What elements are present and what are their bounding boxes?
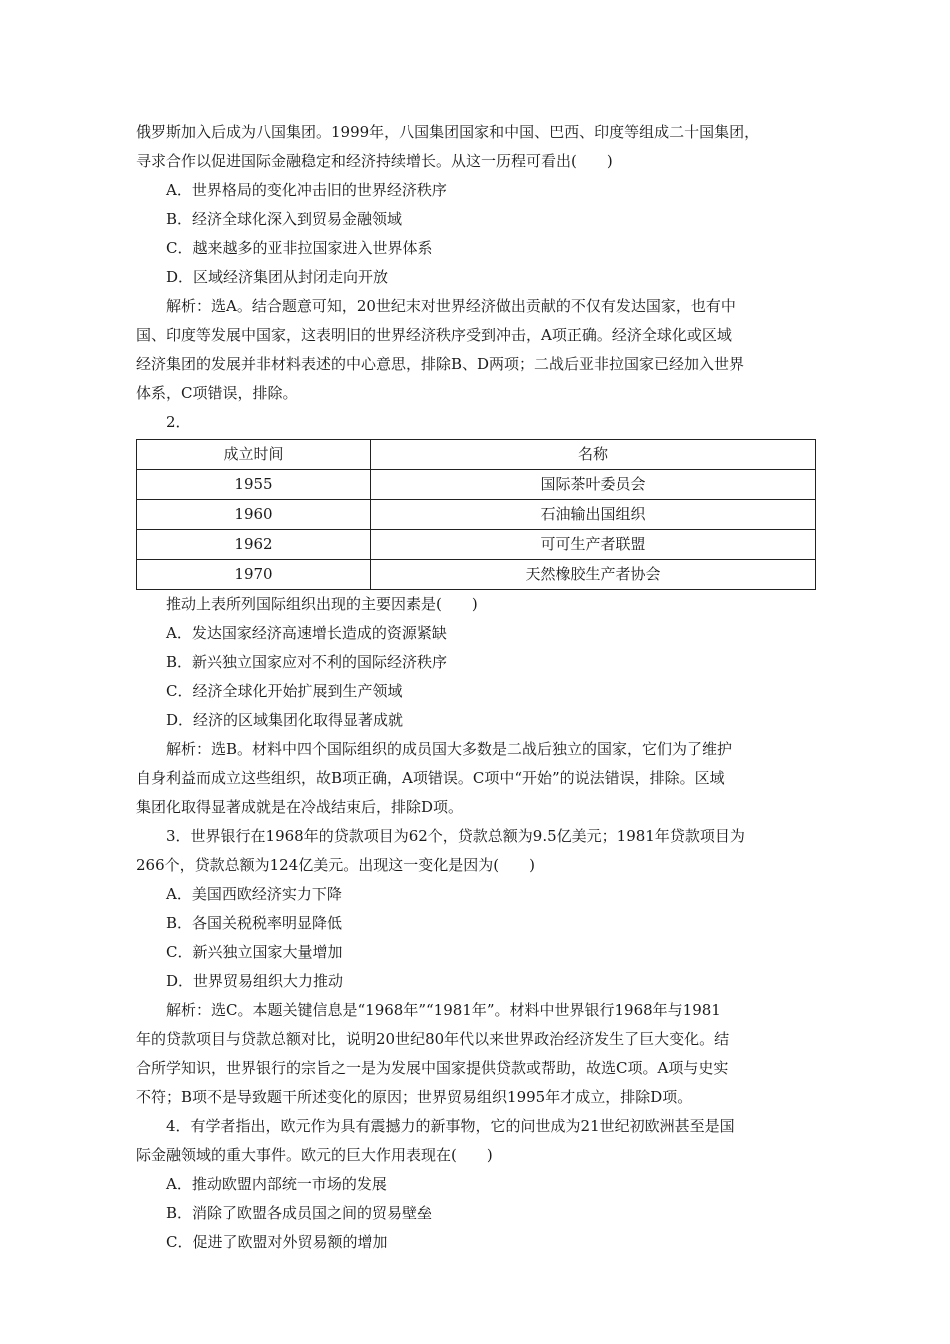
- q2-option-d: D．经济的区域集团化取得显著成就: [166, 711, 404, 729]
- q3-option-a: A．美国西欧经济实力下降: [166, 885, 342, 903]
- table-row: [137, 560, 816, 590]
- q3-analysis-line-4: 不符；B项不是导致题干所述变化的原因；世界贸易组织1995年才成立，排除D项。: [136, 1088, 693, 1106]
- table-row: [137, 500, 816, 530]
- q3-analysis-line-3: 合所学知识，世界银行的宗旨之一是为发展中国家提供贷款或帮助，故选C项。A项与史实: [136, 1059, 729, 1077]
- q3-analysis-line-1: 解析：选C。本题关键信息是“1968年”“1981年”。材料中世界银行1968年与1981: [166, 1001, 721, 1019]
- table-cell-year: 1960: [137, 500, 371, 530]
- organization-table: [136, 439, 816, 590]
- q1-analysis-line-2: 国、印度等发展中国家，这表明旧的世界经济秩序受到冲击，A项正确。经济全球化或区域: [136, 326, 732, 344]
- table-header-name: 名称: [371, 440, 816, 470]
- q4-option-b: B．消除了欧盟各成员国之间的贸易壁垒: [166, 1204, 433, 1222]
- table-row: [137, 470, 816, 500]
- q2-option-c: C．经济全球化开始扩展到生产领域: [166, 682, 403, 700]
- table-cell-year: 1955: [137, 470, 371, 500]
- q4-stem-line-2: 际金融领域的重大事件。欧元的巨大作用表现在( ): [136, 1146, 493, 1164]
- table-cell-year: 1970: [137, 560, 371, 590]
- q2-option-b: B．新兴独立国家应对不利的国际经济秩序: [166, 653, 448, 671]
- q3-stem-line-2: 266个，贷款总额为124亿美元。出现这一变化是因为( ): [136, 856, 535, 874]
- q2-analysis-line-2: 自身利益而成立这些组织，故B项正确，A项错误。C项中“开始”的说法错误，排除。区域: [136, 769, 725, 787]
- q1-analysis-line-1: 解析：选A。结合题意可知，20世纪末对世界经济做出贡献的不仅有发达国家，也有中: [166, 297, 736, 315]
- q1-option-b: B．经济全球化深入到贸易金融领域: [166, 210, 403, 228]
- q1-analysis-line-4: 体系，C项错误，排除。: [136, 384, 298, 402]
- q2-analysis-line-1: 解析：选B。材料中四个国际组织的成员国大多数是二战后独立的国家，它们为了维护: [166, 740, 733, 758]
- table-cell-name: 石油输出国组织: [371, 500, 816, 530]
- q1-option-d: D．区域经济集团从封闭走向开放: [166, 268, 389, 286]
- q2-analysis-line-3: 集团化取得显著成就是在冷战结束后，排除D项。: [136, 798, 464, 816]
- q3-option-c: C．新兴独立国家大量增加: [166, 943, 343, 961]
- q2-option-a: A．发达国家经济高速增长造成的资源紧缺: [166, 624, 447, 642]
- table-cell-name: 国际茶叶委员会: [371, 470, 816, 500]
- q3-analysis-line-2: 年的贷款项目与贷款总额对比，说明20世纪80年代以来世界政治经济发生了巨大变化。结: [136, 1030, 730, 1048]
- table-cell-name: 天然橡胶生产者协会: [371, 560, 816, 590]
- q1-analysis-line-3: 经济集团的发展并非材料表述的中心意思，排除B、D两项；二战后亚非拉国家已经加入世界: [136, 355, 745, 373]
- q1-stem-line-1: 俄罗斯加入后成为八国集团。1999年，八国集团国家和中国、巴西、印度等组成二十国集团，: [136, 123, 760, 141]
- table-header-row: [137, 440, 816, 470]
- q1-option-c: C．越来越多的亚非拉国家进入世界体系: [166, 239, 433, 257]
- table-header-time: 成立时间: [137, 440, 371, 470]
- table-cell-year: 1962: [137, 530, 371, 560]
- q3-option-d: D．世界贸易组织大力推动: [166, 972, 344, 990]
- q3-option-b: B．各国关税税率明显降低: [166, 914, 343, 932]
- q2-number: 2．: [166, 413, 191, 431]
- q3-stem-line-1: 3．世界银行在1968年的贷款项目为62个，贷款总额为9.5亿美元；1981年贷款项目为: [166, 827, 745, 845]
- table-cell-name: 可可生产者联盟: [371, 530, 816, 560]
- q2-stem: 推动上表所列国际组织出现的主要因素是( ): [166, 595, 478, 613]
- q4-option-a: A．推动欧盟内部统一市场的发展: [166, 1175, 387, 1193]
- q1-stem-line-2: 寻求合作以促进国际金融稳定和经济持续增长。从这一历程可看出( ): [136, 152, 613, 170]
- table-row: [137, 530, 816, 560]
- q1-option-a: A．世界格局的变化冲击旧的世界经济秩序: [166, 181, 447, 199]
- q4-option-c: C．促进了欧盟对外贸易额的增加: [166, 1233, 388, 1251]
- document-page: [136, 118, 816, 1257]
- q4-stem-line-1: 4．有学者指出，欧元作为具有震撼力的新事物，它的问世成为21世纪初欧洲甚至是国: [166, 1117, 735, 1135]
